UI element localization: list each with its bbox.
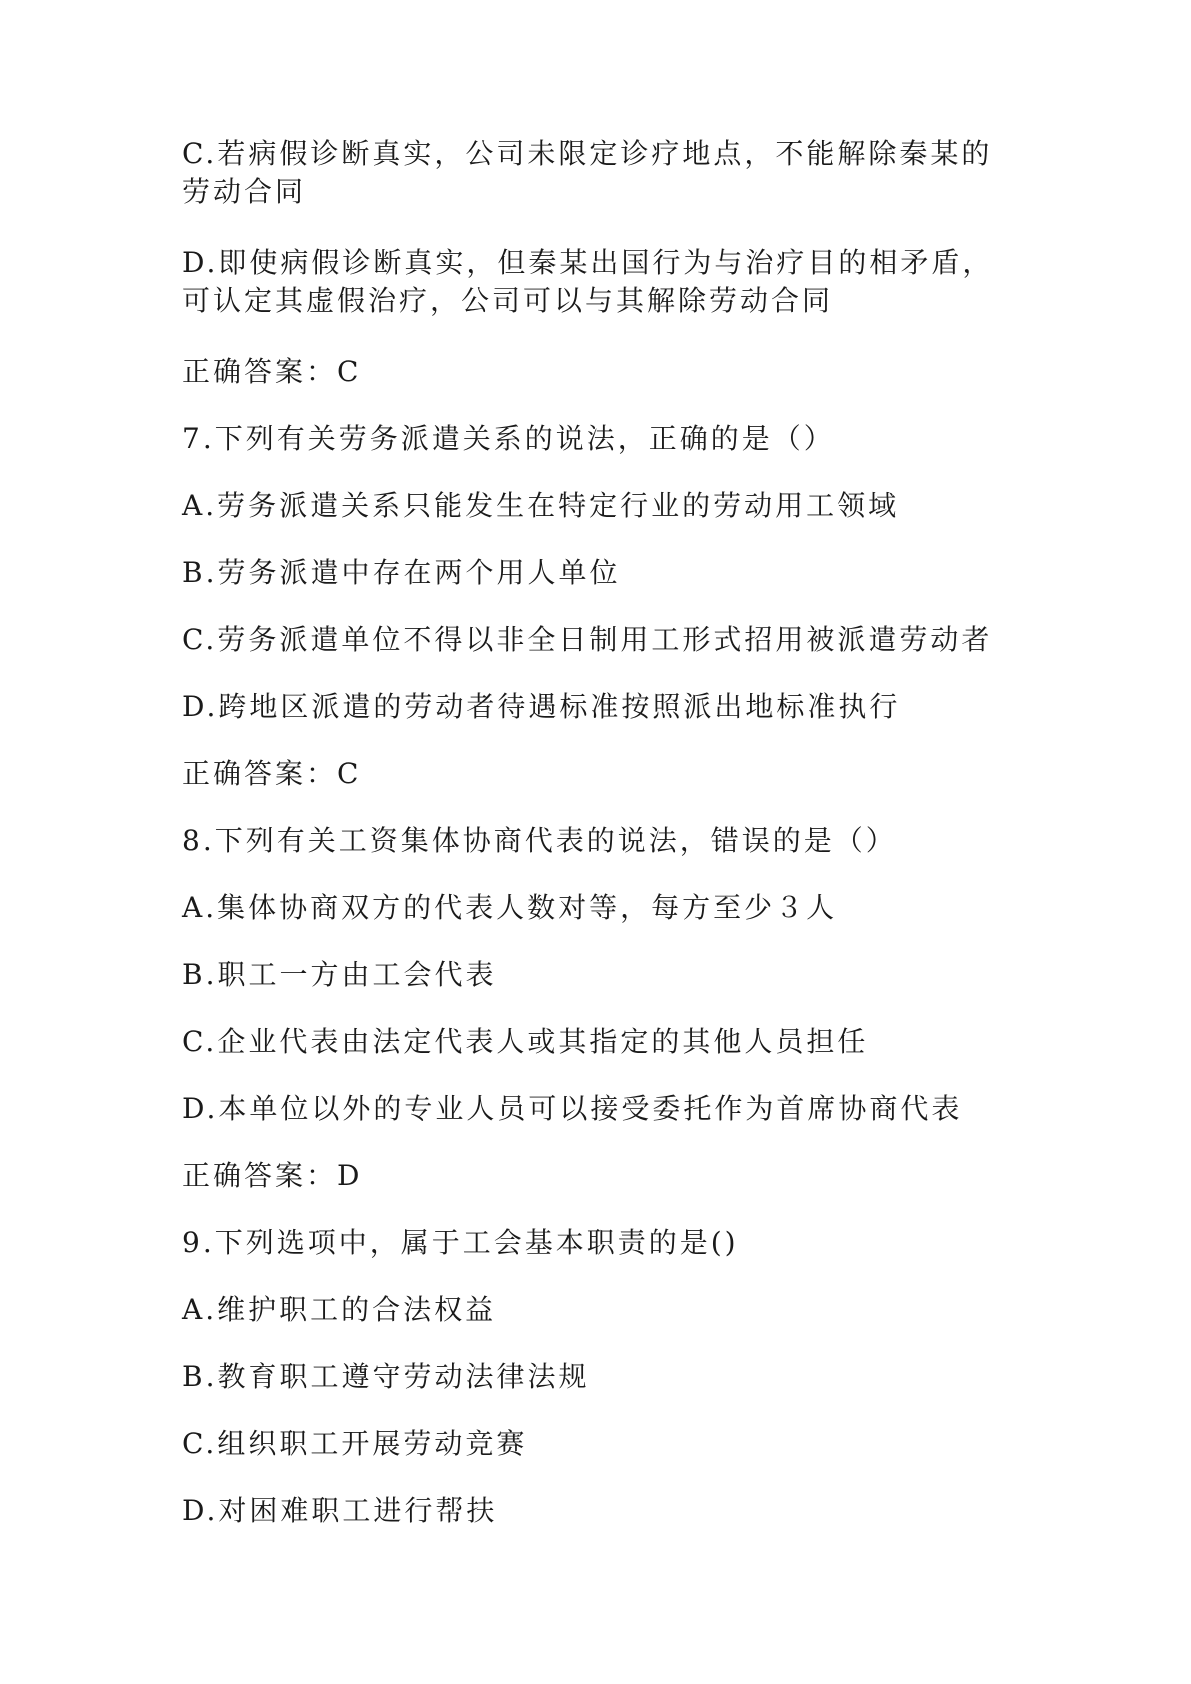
option-a-q7: A.劳务派遣关系只能发生在特定行业的劳动用工领域 [182,489,900,522]
answer-q8: 正确答案：D [182,1159,363,1192]
option-a-q8: A.集体协商双方的代表人数对等，每方至少３人 [182,891,838,924]
option-d-q9: D.对困难职工进行帮扶 [182,1494,498,1527]
option-c-q9: C.组织职工开展劳动竞赛 [182,1427,528,1460]
option-b-q9: B.教育职工遵守劳动法律法规 [182,1360,590,1393]
option-b-q7: B.劳务派遣中存在两个用人单位 [182,556,621,589]
option-d-q6: D.即使病假诊断真实，但秦某出国行为与治疗目的相矛盾，可认定其虚假治疗，公司可以与其解除劳动合同 [182,246,994,317]
option-d-q7: D.跨地区派遣的劳动者待遇标准按照派出地标准执行 [182,690,901,723]
question-8: 8.下列有关工资集体协商代表的说法，错误的是（） [182,824,897,857]
question-9: 9.下列选项中，属于工会基本职责的是() [182,1226,739,1259]
answer-q6: 正确答案：C [182,355,362,388]
option-c-q7: C.劳务派遣单位不得以非全日制用工形式招用被派遣劳动者 [182,623,993,656]
question-7: 7.下列有关劳务派遣关系的说法，正确的是（） [182,422,835,455]
option-a-q9: A.维护职工的合法权益 [182,1293,497,1326]
option-c-q6: C.若病假诊断真实，公司未限定诊疗地点，不能解除秦某的劳动合同 [182,137,993,208]
answer-q7: 正确答案：C [182,757,362,790]
option-c-q8: C.企业代表由法定代表人或其指定的其他人员担任 [182,1025,869,1058]
option-b-q8: B.职工一方由工会代表 [182,958,497,991]
option-d-q8: D.本单位以外的专业人员可以接受委托作为首席协商代表 [182,1092,963,1125]
